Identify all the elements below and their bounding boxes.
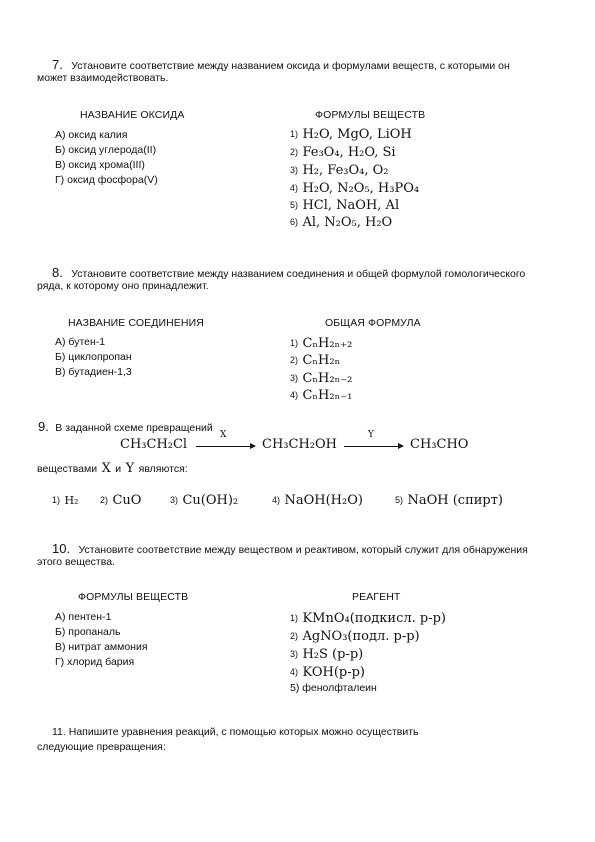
question-text-cont: ряда, к которому оно принадлежит. bbox=[37, 280, 209, 292]
option: 1) H₂ bbox=[52, 494, 79, 507]
list-item: А) бутен-1 bbox=[55, 336, 106, 348]
option: 4) NaOH(H₂O) bbox=[272, 493, 363, 508]
list-item: 5) фенолфталеин bbox=[290, 682, 377, 694]
right-column-header: ОБЩАЯ ФОРМУЛА bbox=[325, 317, 421, 329]
list-item: 3) H₂, Fe₃O₄, O₂ bbox=[290, 163, 389, 178]
list-item: 6) Al, N₂O₅, H₂O bbox=[290, 215, 393, 230]
scheme-substance-3: CH₃CHO bbox=[410, 437, 469, 452]
left-column-header: ФОРМУЛЫ ВЕЩЕСТВ bbox=[78, 591, 189, 603]
list-item: В) бутадиен-1,3 bbox=[55, 366, 132, 378]
list-item: В) оксид хрома(III) bbox=[55, 159, 145, 171]
arrow-line bbox=[344, 446, 398, 447]
option: 2) CuO bbox=[100, 493, 142, 508]
list-item: 2) Fe₃O₄, H₂O, Si bbox=[290, 145, 396, 160]
list-item: 1) KMnO₄(подкисл. р-р) bbox=[290, 611, 447, 626]
list-item: А) пентен-1 bbox=[55, 611, 112, 623]
list-item: Б) циклопропан bbox=[55, 351, 132, 363]
list-item: 4) H₂O, N₂O₅, H₃PO₄ bbox=[290, 181, 420, 196]
list-item: 4) KOH(р-р) bbox=[290, 665, 366, 680]
list-item: А) оксид калия bbox=[55, 129, 128, 141]
left-list bbox=[55, 610, 148, 670]
question-text: 11. Напишите уравнения реакций, с помощью которых можно осуществить bbox=[52, 726, 419, 738]
list-item: В) нитрат аммония bbox=[55, 641, 148, 653]
option: 5) NaOH (спирт) bbox=[395, 493, 503, 508]
question-number: 9. bbox=[38, 419, 49, 434]
arrow-right-icon bbox=[398, 443, 404, 449]
list-item: 1) H₂O, MgO, LiOH bbox=[290, 127, 412, 142]
list-item: Г) оксид фосфора(V) bbox=[55, 174, 158, 186]
left-column-header: НАЗВАНИЕ ОКСИДА bbox=[80, 109, 185, 121]
right-column-header: РЕАГЕНТ bbox=[352, 591, 401, 603]
question-text: Установите соответствие между веществом и реактивом, который служит для обнаружения bbox=[78, 544, 528, 556]
question-text-cont: может взаимодействовать. bbox=[37, 72, 169, 84]
question-text: Установите соответствие между названием оксида и формулами веществ, с которыми он bbox=[71, 60, 510, 72]
question-text-cont: веществами X и Y являются: bbox=[37, 461, 188, 476]
left-column-header: НАЗВАНИЕ СОЕДИНЕНИЯ bbox=[68, 317, 204, 329]
left-list bbox=[55, 335, 132, 380]
left-list bbox=[55, 128, 158, 188]
scheme-substance-1: CH₃CH₂Cl bbox=[120, 437, 188, 452]
list-item: 3) CₙH₂ₙ₋₂ bbox=[290, 371, 353, 386]
list-item: Б) оксид углерода(II) bbox=[55, 144, 157, 156]
question-number: 7. bbox=[52, 57, 63, 72]
list-item: 2) AgNO₃(подл. р-р) bbox=[290, 629, 420, 644]
question-number: 10. bbox=[52, 541, 71, 556]
list-item: Г) хлорид бария bbox=[55, 656, 135, 668]
arrow-right-icon bbox=[250, 443, 256, 449]
list-item: Б) пропаналь bbox=[55, 626, 121, 638]
question-text-cont: следующие превращения: bbox=[37, 741, 166, 753]
right-column-header: ФОРМУЛЫ ВЕЩЕСТВ bbox=[315, 109, 426, 121]
option: 3) Cu(OH)₂ bbox=[170, 493, 239, 508]
list-item: 2) CₙH₂ₙ bbox=[290, 353, 341, 368]
list-item: 3) H₂S (р-р) bbox=[290, 647, 364, 662]
list-item: 1) CₙH₂ₙ₊₂ bbox=[290, 336, 353, 351]
scheme-label-x: X bbox=[220, 430, 227, 440]
question-number: 8. bbox=[52, 265, 63, 280]
scheme-label-y: Y bbox=[368, 430, 374, 440]
scheme-substance-2: CH₃CH₂OH bbox=[262, 437, 337, 452]
question-text: Установите соответствие между названием соединения и общей формулой гомологического bbox=[71, 268, 526, 280]
question-text-cont: этого вещества. bbox=[37, 556, 115, 568]
arrow-line bbox=[196, 446, 250, 447]
question-text: В заданной схеме превращений bbox=[55, 422, 213, 434]
list-item: 5) HCl, NaOH, Al bbox=[290, 198, 400, 213]
list-item: 4) CₙH₂ₙ₋₁ bbox=[290, 388, 353, 403]
